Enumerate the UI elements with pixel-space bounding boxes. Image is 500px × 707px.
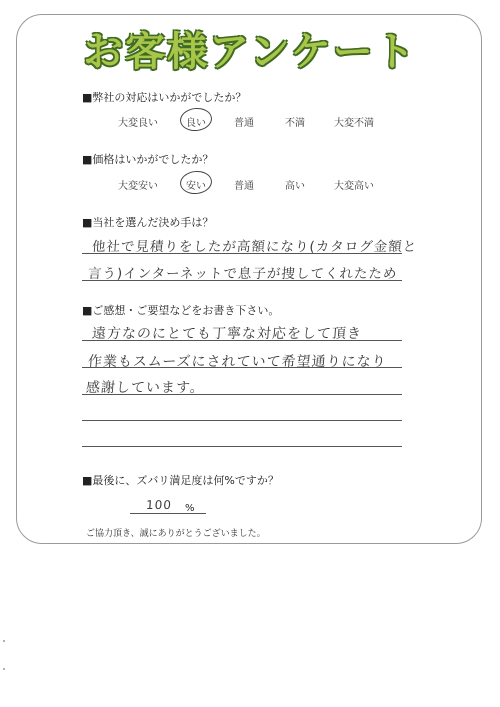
answer-rule [82,340,402,341]
option-service-very-dissatisfied[interactable]: 大変不満 [334,118,374,129]
answer-rule [82,367,402,368]
option-price-very-cheap[interactable]: 大変安い [118,181,158,192]
satisfaction-value: 100 [145,498,173,512]
option-price-normal[interactable]: 普通 [234,181,254,192]
answer-rule [82,253,402,254]
handwritten-answer-line: 言う)インターネットで息子が捜してくれたため [87,266,398,282]
option-price-very-expensive[interactable]: 大変高い [334,181,374,192]
question-satisfaction: ■最後に、ズバリ満足度は何%ですか？ [82,474,279,487]
scan-speck [3,668,5,670]
answer-rule [82,394,402,395]
answer-rule [82,420,402,421]
percent-unit: % [185,503,195,514]
answer-rule [82,446,402,447]
thanks-message: ご協力頂き、誠にありがとうございました。 [86,529,266,539]
answer-rule [82,280,402,281]
scan-speck [3,640,5,642]
satisfaction-rule [130,513,206,514]
option-service-very-good[interactable]: 大変良い [118,118,158,129]
option-service-good[interactable]: 良い [186,118,206,129]
question-price: ■価格はいかがでしたか？ [82,153,214,166]
question-service: ■弊社の対応はいかがでしたか？ [82,91,247,104]
handwritten-answer-line: 作業もスムーズにされていて希望通りになり [87,354,388,370]
handwritten-answer-line: 遠方なのにとても丁寧な対応をして頂き [91,326,363,342]
question-comments: ■ご感想・ご要望などをお書き下さい。 [82,304,280,317]
survey-title: お客様アンケート [83,29,417,75]
option-service-normal[interactable]: 普通 [234,118,254,129]
option-price-expensive[interactable]: 高い [285,181,305,192]
question-deciding-factor: ■当社を選んだ決め手は？ [82,216,214,229]
option-service-dissatisfied[interactable]: 不満 [285,118,305,129]
option-price-cheap[interactable]: 安い [186,181,206,192]
handwritten-answer-line: 他社で見積りをしたが高額になり(カタログ金額と [91,239,418,255]
handwritten-answer-line: 感謝しています。 [85,380,206,396]
